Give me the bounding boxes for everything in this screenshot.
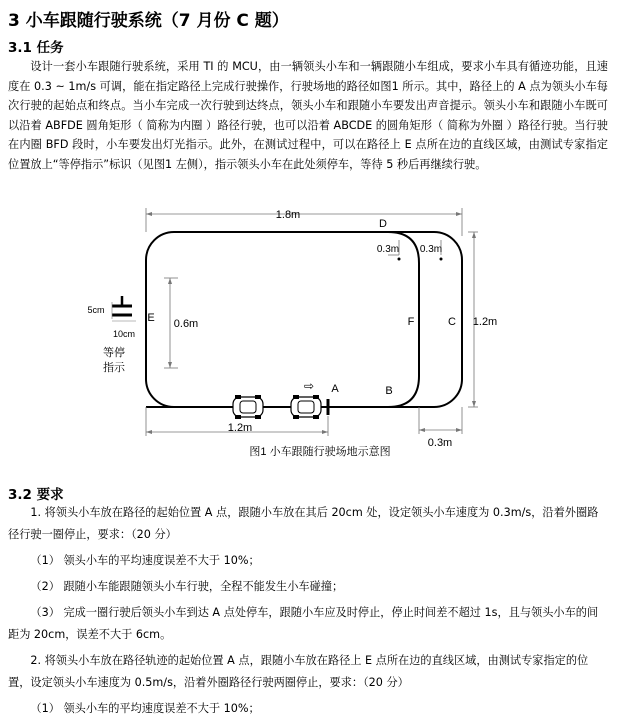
inner-radius-label: 0.3m	[376, 244, 400, 255]
outer-radius-label: 0.3m	[419, 244, 443, 255]
follower-car-icon	[233, 395, 263, 419]
task-section-title: 3.1 任务	[8, 40, 64, 56]
figure-caption: 图1 小车跟随行驶场地示意图	[249, 446, 391, 458]
chapter-heading: 3 小车跟随行驶系统（7 月份 C 题）	[8, 11, 289, 31]
stop-sign-label-2: 指示	[103, 362, 125, 374]
task-description	[8, 57, 608, 175]
requirement-item: （1） 领头小车的平均速度误差不大于 10%；	[30, 554, 260, 567]
requirement-item: （2） 跟随小车能跟随领头小车行驶，全程不能发生小车碰撞；	[30, 580, 344, 593]
point-d-label: D	[379, 218, 387, 230]
point-e-label: E	[147, 312, 155, 324]
top-width-label: 1.8m	[275, 209, 301, 221]
requirements-list	[8, 502, 608, 720]
inner-height-label: 0.6m	[173, 318, 199, 330]
point-c-label: C	[448, 316, 456, 328]
outer-height-label: 1.2m	[472, 316, 498, 328]
requirement-item: 1. 将领头小车放在路径的起始位置 A 点，跟随小车放在其后 20cm 处，设定领头小车速度为 0.3m/s，沿着外圈路径行驶一圈停止，要求：（20 分）	[8, 506, 599, 541]
gap-width-label: 0.3m	[427, 437, 453, 449]
requirement-item: （1） 领头小车的平均速度误差不大于 10%；	[30, 702, 260, 715]
stop-10cm-label: 10cm	[112, 329, 136, 339]
requirements-section-title: 3.2 要求	[8, 487, 64, 503]
direction-arrow-icon: ⇨	[303, 379, 315, 393]
bottom-width-label: 1.2m	[227, 422, 253, 434]
requirement-item: （3） 完成一圈行驶后领头小车到达 A 点处停车，跟随小车应及时停止，停止时间差不超过 1s，且与领头小车的间距为 20cm，误差不大于 6cm。	[8, 606, 599, 641]
stop-sign-label-1: 等停	[103, 347, 125, 359]
point-b-label: B	[385, 385, 393, 397]
stop-5cm-label: 5cm	[87, 305, 105, 315]
track-figure	[0, 200, 617, 465]
point-a-label: A	[331, 383, 339, 395]
requirement-item: 2. 将领头小车放在路径轨迹的起始位置 A 点，跟随小车放在路径上 E 点所在边的直线区域，由测试专家指定的位置，设定领头小车速度为 0.5m/s，沿着外圈路径行驶两圈停止，要求：（20 分）	[8, 654, 589, 689]
point-f-label: F	[407, 316, 415, 328]
task-paragraph: 设计一套小车跟随行驶系统，采用 TI 的 MCU，由一辆领头小车和一辆跟随小车组成，要求小车具有循迹功能，且速度在 0.3 ~ 1m/s 可调，能在指定路径上完成行驶操作，行驶场地的路径如图1 所示。其中，路径上的 A 点为领头小车每次行驶的起始点和终点。当小车完成一次行驶到达终点，领头小车和跟随小车要发出声音提示。领头小车和跟随小车既可以沿着 ABFDE 圆角矩形（ 简称为内圈 ）路径行驶，也可以沿着 ABCDE 的圆角矩形（ 简称为外圈 ）路径行驶。当行驶在内圈 BFD 段时，小车要发出灯光指示。此外，在测试过程中，可以在路径上 E 点所在边的直线区域，由测试专家指定位置放上“等停指示”标识（见图1 左侧），指示领头小车在此处须停车，等待 5 秒后再继续行驶。	[8, 60, 608, 171]
leader-car-icon	[291, 395, 321, 419]
